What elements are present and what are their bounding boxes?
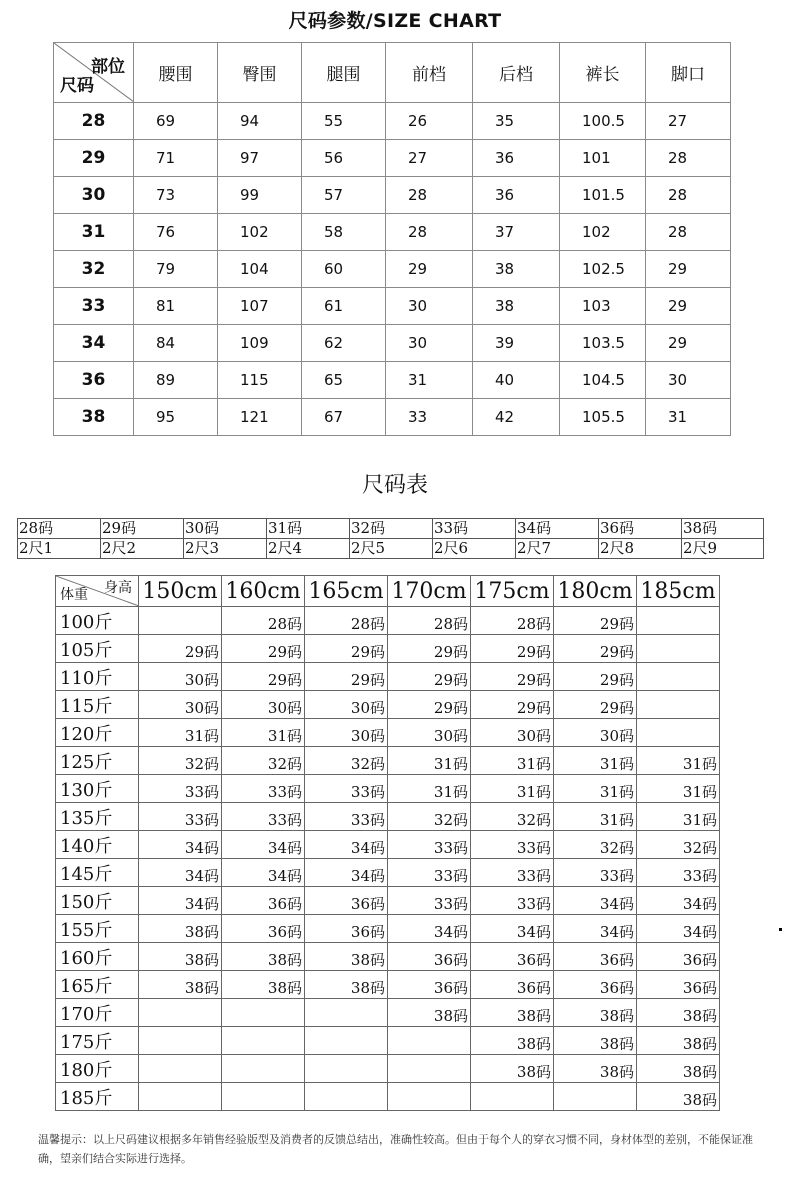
recommended-size-cell: 36码 <box>388 971 471 999</box>
corner-label-height: 身高 <box>104 580 132 596</box>
spec-value-cell: 102 <box>218 214 302 251</box>
spec-value-cell: 115 <box>218 362 302 399</box>
recommended-size-cell: 34码 <box>637 887 720 915</box>
rec-corner-cell <box>56 576 139 607</box>
spec-table-row <box>54 362 731 399</box>
spec-column-header: 前档 <box>386 43 473 103</box>
spec-value-cell: 60 <box>302 251 386 288</box>
recommended-size-cell: 38码 <box>139 971 222 999</box>
recommended-size-cell: 32码 <box>554 831 637 859</box>
recommended-size-cell: 36码 <box>388 943 471 971</box>
recommended-size-cell: 29码 <box>554 635 637 663</box>
spec-value-cell: 65 <box>302 362 386 399</box>
recommended-size-cell: 30码 <box>139 691 222 719</box>
spec-value-cell: 28 <box>646 214 731 251</box>
recommended-size-cell: 33码 <box>388 831 471 859</box>
spec-value-cell: 28 <box>386 214 473 251</box>
recommended-size-cell: 32码 <box>222 747 305 775</box>
size-code-cell: 34码 <box>516 519 599 539</box>
recommended-size-cell: 31码 <box>637 775 720 803</box>
spec-value-cell: 107 <box>218 288 302 325</box>
weight-row <box>56 943 720 971</box>
recommended-size-cell: 29码 <box>305 663 388 691</box>
weight-row <box>56 1027 720 1055</box>
recommended-size-cell <box>305 1055 388 1083</box>
height-header: 180cm <box>554 576 637 607</box>
waist-cell: 2尺8 <box>599 539 682 559</box>
spec-value-cell: 121 <box>218 399 302 436</box>
corner-label-size: 尺码 <box>60 76 94 96</box>
recommended-size-cell: 34码 <box>554 887 637 915</box>
weight-label: 145斤 <box>56 859 139 887</box>
recommended-size-cell: 34码 <box>388 915 471 943</box>
weight-label: 130斤 <box>56 775 139 803</box>
size-code-cell: 29码 <box>101 519 184 539</box>
spec-value-cell: 101.5 <box>560 177 646 214</box>
recommended-size-cell: 30码 <box>305 719 388 747</box>
spec-value-cell: 105.5 <box>560 399 646 436</box>
recommended-size-cell <box>139 607 222 635</box>
spec-value-cell: 104 <box>218 251 302 288</box>
weight-label: 135斤 <box>56 803 139 831</box>
weight-label: 150斤 <box>56 887 139 915</box>
recommended-size-cell: 33码 <box>305 775 388 803</box>
recommended-size-cell <box>554 1083 637 1111</box>
height-header: 185cm <box>637 576 720 607</box>
spec-value-cell: 84 <box>134 325 218 362</box>
recommended-size-cell: 31码 <box>471 775 554 803</box>
spec-value-cell: 102 <box>560 214 646 251</box>
spec-column-header: 臀围 <box>218 43 302 103</box>
recommended-size-cell: 33码 <box>222 775 305 803</box>
recommended-size-cell: 34码 <box>222 831 305 859</box>
weight-label: 100斤 <box>56 607 139 635</box>
waist-cell: 2尺1 <box>18 539 101 559</box>
recommended-size-cell: 31码 <box>637 747 720 775</box>
recommended-size-cell: 29码 <box>388 663 471 691</box>
waist-cell: 2尺2 <box>101 539 184 559</box>
spec-table-row <box>54 399 731 436</box>
weight-label: 180斤 <box>56 1055 139 1083</box>
recommended-size-cell <box>471 1083 554 1111</box>
waist-cell: 2尺6 <box>433 539 516 559</box>
weight-label: 140斤 <box>56 831 139 859</box>
recommended-size-cell <box>222 999 305 1027</box>
spec-column-header: 裤长 <box>560 43 646 103</box>
weight-row <box>56 635 720 663</box>
recommended-size-cell: 29码 <box>471 691 554 719</box>
weight-row <box>56 1055 720 1083</box>
recommended-size-cell: 28码 <box>471 607 554 635</box>
corner-label-weight: 体重 <box>60 587 88 603</box>
recommended-size-cell: 31码 <box>139 719 222 747</box>
recommended-size-cell <box>222 1027 305 1055</box>
recommended-size-cell <box>637 691 720 719</box>
recommended-size-cell: 33码 <box>388 859 471 887</box>
weight-label: 185斤 <box>56 1083 139 1111</box>
spec-value-cell: 29 <box>646 251 731 288</box>
height-header-row <box>56 576 720 607</box>
stray-dot <box>779 928 782 931</box>
spec-value-cell: 38 <box>473 288 560 325</box>
recommended-size-cell: 29码 <box>554 691 637 719</box>
recommended-size-cell: 38码 <box>554 999 637 1027</box>
spec-value-cell: 36 <box>473 140 560 177</box>
recommended-size-cell: 32码 <box>471 803 554 831</box>
recommended-size-cell: 38码 <box>471 999 554 1027</box>
spec-value-cell: 99 <box>218 177 302 214</box>
weight-label: 160斤 <box>56 943 139 971</box>
weight-row <box>56 803 720 831</box>
spec-value-cell: 39 <box>473 325 560 362</box>
recommended-size-cell <box>222 1083 305 1111</box>
size-spec-table <box>53 42 731 436</box>
recommended-size-cell: 36码 <box>637 943 720 971</box>
spec-value-cell: 28 <box>646 177 731 214</box>
spec-value-cell: 26 <box>386 103 473 140</box>
recommended-size-cell: 30码 <box>554 719 637 747</box>
waist-row <box>18 539 764 559</box>
recommended-size-cell <box>388 1083 471 1111</box>
recommended-size-cell <box>637 719 720 747</box>
weight-row <box>56 1083 720 1111</box>
weight-label: 170斤 <box>56 999 139 1027</box>
recommended-size-cell: 30码 <box>305 691 388 719</box>
spec-value-cell: 95 <box>134 399 218 436</box>
spec-table-row <box>54 103 731 140</box>
spec-value-cell: 62 <box>302 325 386 362</box>
size-label-cell: 30 <box>54 177 134 214</box>
recommended-size-cell: 31码 <box>471 747 554 775</box>
spec-value-cell: 109 <box>218 325 302 362</box>
tip-note: 温馨提示：以上尺码建议根据多年销售经验版型及消费者的反馈总结出，准确性较高。但由于每个人的穿衣习惯不同，身材体型的差别，不能保证准确，望亲们结合实际进行选择。 <box>38 1133 753 1165</box>
recommended-size-cell <box>305 1027 388 1055</box>
spec-value-cell: 102.5 <box>560 251 646 288</box>
corner-label-part: 部位 <box>91 57 125 77</box>
recommended-size-cell: 31码 <box>554 803 637 831</box>
recommended-size-cell <box>637 635 720 663</box>
weight-label: 115斤 <box>56 691 139 719</box>
weight-label: 165斤 <box>56 971 139 999</box>
weight-row <box>56 999 720 1027</box>
size-code-cell: 31码 <box>267 519 350 539</box>
recommended-size-cell: 29码 <box>222 663 305 691</box>
spec-column-header: 腰围 <box>134 43 218 103</box>
recommended-size-cell: 33码 <box>637 859 720 887</box>
spec-value-cell: 57 <box>302 177 386 214</box>
recommended-size-cell: 29码 <box>139 635 222 663</box>
size-label-cell: 36 <box>54 362 134 399</box>
recommended-size-cell: 33码 <box>471 887 554 915</box>
recommended-size-cell: 29码 <box>554 663 637 691</box>
recommended-size-cell: 38码 <box>139 915 222 943</box>
spec-value-cell: 69 <box>134 103 218 140</box>
recommended-size-cell: 29码 <box>305 635 388 663</box>
spec-column-header: 后档 <box>473 43 560 103</box>
recommended-size-cell: 28码 <box>388 607 471 635</box>
spec-header-row <box>54 43 731 103</box>
spec-table-row <box>54 214 731 251</box>
spec-corner-cell <box>54 43 134 103</box>
spec-value-cell: 36 <box>473 177 560 214</box>
recommended-size-cell: 38码 <box>222 943 305 971</box>
spec-value-cell: 28 <box>386 177 473 214</box>
height-header: 150cm <box>139 576 222 607</box>
spec-value-cell: 31 <box>386 362 473 399</box>
recommended-size-cell: 31码 <box>637 803 720 831</box>
recommended-size-cell: 34码 <box>139 831 222 859</box>
recommended-size-cell: 34码 <box>554 915 637 943</box>
size-label-cell: 33 <box>54 288 134 325</box>
spec-table-row <box>54 177 731 214</box>
weight-label: 125斤 <box>56 747 139 775</box>
recommended-size-cell: 31码 <box>388 775 471 803</box>
recommended-size-cell: 38码 <box>637 1055 720 1083</box>
spec-value-cell: 61 <box>302 288 386 325</box>
spec-table-row <box>54 140 731 177</box>
spec-value-cell: 103 <box>560 288 646 325</box>
recommended-size-cell: 38码 <box>388 999 471 1027</box>
weight-row <box>56 887 720 915</box>
recommended-size-cell: 36码 <box>305 887 388 915</box>
size-label-cell: 31 <box>54 214 134 251</box>
spec-table-row <box>54 288 731 325</box>
recommended-size-cell <box>305 999 388 1027</box>
recommended-size-cell: 34码 <box>305 859 388 887</box>
weight-row <box>56 775 720 803</box>
spec-value-cell: 104.5 <box>560 362 646 399</box>
recommended-size-cell: 30码 <box>222 691 305 719</box>
height-header: 165cm <box>305 576 388 607</box>
spec-value-cell: 33 <box>386 399 473 436</box>
recommended-size-cell: 34码 <box>637 915 720 943</box>
size-chart-title: 尺码参数/SIZE CHART <box>288 10 502 32</box>
recommended-size-cell: 34码 <box>305 831 388 859</box>
spec-value-cell: 71 <box>134 140 218 177</box>
spec-value-cell: 76 <box>134 214 218 251</box>
weight-row <box>56 719 720 747</box>
spec-value-cell: 40 <box>473 362 560 399</box>
weight-row <box>56 915 720 943</box>
recommended-size-cell: 28码 <box>222 607 305 635</box>
height-header: 170cm <box>388 576 471 607</box>
weight-label: 155斤 <box>56 915 139 943</box>
recommended-size-cell: 28码 <box>305 607 388 635</box>
weight-label: 175斤 <box>56 1027 139 1055</box>
spec-value-cell: 100.5 <box>560 103 646 140</box>
spec-value-cell: 103.5 <box>560 325 646 362</box>
size-table-title: 尺码表 <box>361 473 428 498</box>
size-label-cell: 34 <box>54 325 134 362</box>
weight-row <box>56 859 720 887</box>
weight-row <box>56 747 720 775</box>
recommended-size-cell: 36码 <box>471 971 554 999</box>
size-code-cell: 38码 <box>682 519 764 539</box>
recommended-size-cell: 38码 <box>554 1027 637 1055</box>
recommended-size-cell: 29码 <box>388 635 471 663</box>
recommended-size-cell: 38码 <box>637 1083 720 1111</box>
spec-value-cell: 42 <box>473 399 560 436</box>
size-code-cell: 33码 <box>433 519 516 539</box>
recommended-size-cell <box>139 1027 222 1055</box>
waist-cell: 2尺4 <box>267 539 350 559</box>
recommended-size-cell: 33码 <box>222 803 305 831</box>
height-header: 175cm <box>471 576 554 607</box>
size-code-cell: 30码 <box>184 519 267 539</box>
size-label-cell: 32 <box>54 251 134 288</box>
recommended-size-cell: 36码 <box>222 887 305 915</box>
recommended-size-cell: 30码 <box>388 719 471 747</box>
recommended-size-cell: 36码 <box>305 915 388 943</box>
recommended-size-cell: 31码 <box>554 747 637 775</box>
recommended-size-cell: 32码 <box>637 831 720 859</box>
recommended-size-cell: 34码 <box>139 887 222 915</box>
recommended-size-cell: 38码 <box>305 971 388 999</box>
spec-value-cell: 31 <box>646 399 731 436</box>
recommended-size-cell: 33码 <box>305 803 388 831</box>
size-code-cell: 36码 <box>599 519 682 539</box>
spec-value-cell: 27 <box>386 140 473 177</box>
recommended-size-cell: 31码 <box>222 719 305 747</box>
recommended-size-cell: 32码 <box>139 747 222 775</box>
spec-value-cell: 29 <box>386 251 473 288</box>
recommended-size-cell: 36码 <box>471 943 554 971</box>
spec-value-cell: 94 <box>218 103 302 140</box>
recommended-size-cell: 34码 <box>222 859 305 887</box>
weight-row <box>56 663 720 691</box>
recommended-size-cell: 30码 <box>139 663 222 691</box>
spec-value-cell: 35 <box>473 103 560 140</box>
recommended-size-cell: 30码 <box>471 719 554 747</box>
spec-value-cell: 58 <box>302 214 386 251</box>
recommended-size-cell: 33码 <box>139 775 222 803</box>
waist-cell: 2尺7 <box>516 539 599 559</box>
size-code-cell: 32码 <box>350 519 433 539</box>
recommended-size-cell: 29码 <box>471 635 554 663</box>
recommended-size-cell: 38码 <box>471 1055 554 1083</box>
spec-value-cell: 29 <box>646 288 731 325</box>
spec-value-cell: 101 <box>560 140 646 177</box>
weight-label: 120斤 <box>56 719 139 747</box>
spec-table-row <box>54 325 731 362</box>
recommended-size-cell: 38码 <box>637 1027 720 1055</box>
size-label-cell: 28 <box>54 103 134 140</box>
recommended-size-cell: 38码 <box>471 1027 554 1055</box>
spec-value-cell: 30 <box>646 362 731 399</box>
recommended-size-cell: 36码 <box>637 971 720 999</box>
recommended-size-cell: 29码 <box>388 691 471 719</box>
recommended-size-cell: 38码 <box>637 999 720 1027</box>
recommended-size-cell: 31码 <box>554 775 637 803</box>
recommended-size-cell: 33码 <box>554 859 637 887</box>
recommended-size-cell: 38码 <box>139 943 222 971</box>
weight-row <box>56 831 720 859</box>
recommended-size-cell <box>388 1055 471 1083</box>
waist-cell: 2尺5 <box>350 539 433 559</box>
recommended-size-cell: 34码 <box>139 859 222 887</box>
recommended-size-cell: 38码 <box>305 943 388 971</box>
spec-value-cell: 97 <box>218 140 302 177</box>
weight-row <box>56 691 720 719</box>
recommended-size-cell <box>637 607 720 635</box>
recommended-size-cell: 38码 <box>222 971 305 999</box>
spec-value-cell: 29 <box>646 325 731 362</box>
spec-value-cell: 28 <box>646 140 731 177</box>
height-header: 160cm <box>222 576 305 607</box>
spec-value-cell: 38 <box>473 251 560 288</box>
recommended-size-cell: 31码 <box>388 747 471 775</box>
recommended-size-cell: 36码 <box>222 915 305 943</box>
spec-value-cell: 27 <box>646 103 731 140</box>
recommended-size-cell: 32码 <box>305 747 388 775</box>
recommended-size-cell: 33码 <box>471 859 554 887</box>
recommended-size-cell: 29码 <box>222 635 305 663</box>
recommended-size-cell <box>222 1055 305 1083</box>
recommended-size-cell <box>139 1083 222 1111</box>
recommended-size-cell: 32码 <box>388 803 471 831</box>
recommended-size-cell: 38码 <box>554 1055 637 1083</box>
spec-table-row <box>54 251 731 288</box>
spec-value-cell: 79 <box>134 251 218 288</box>
recommended-size-cell: 36码 <box>554 971 637 999</box>
recommended-size-cell <box>388 1027 471 1055</box>
spec-value-cell: 73 <box>134 177 218 214</box>
recommended-size-cell <box>305 1083 388 1111</box>
recommended-size-cell: 29码 <box>471 663 554 691</box>
spec-column-header: 脚口 <box>646 43 731 103</box>
spec-value-cell: 30 <box>386 288 473 325</box>
size-code-table <box>17 518 764 559</box>
waist-cell: 2尺3 <box>184 539 267 559</box>
recommended-size-cell: 33码 <box>139 803 222 831</box>
recommended-size-cell <box>139 999 222 1027</box>
recommended-size-cell <box>139 1055 222 1083</box>
recommended-size-cell: 36码 <box>554 943 637 971</box>
spec-value-cell: 67 <box>302 399 386 436</box>
spec-value-cell: 89 <box>134 362 218 399</box>
weight-label: 105斤 <box>56 635 139 663</box>
waist-cell: 2尺9 <box>682 539 764 559</box>
recommended-size-cell: 34码 <box>471 915 554 943</box>
recommended-size-cell: 29码 <box>554 607 637 635</box>
size-code-row <box>18 519 764 539</box>
spec-value-cell: 81 <box>134 288 218 325</box>
weight-label: 110斤 <box>56 663 139 691</box>
spec-value-cell: 56 <box>302 140 386 177</box>
size-recommendation-table <box>55 575 720 1111</box>
spec-value-cell: 37 <box>473 214 560 251</box>
spec-value-cell: 55 <box>302 103 386 140</box>
recommended-size-cell: 33码 <box>471 831 554 859</box>
weight-row <box>56 607 720 635</box>
recommended-size-cell <box>637 663 720 691</box>
size-code-cell: 28码 <box>18 519 101 539</box>
size-label-cell: 38 <box>54 399 134 436</box>
spec-column-header: 腿围 <box>302 43 386 103</box>
spec-value-cell: 30 <box>386 325 473 362</box>
weight-row <box>56 971 720 999</box>
size-label-cell: 29 <box>54 140 134 177</box>
recommended-size-cell: 33码 <box>388 887 471 915</box>
